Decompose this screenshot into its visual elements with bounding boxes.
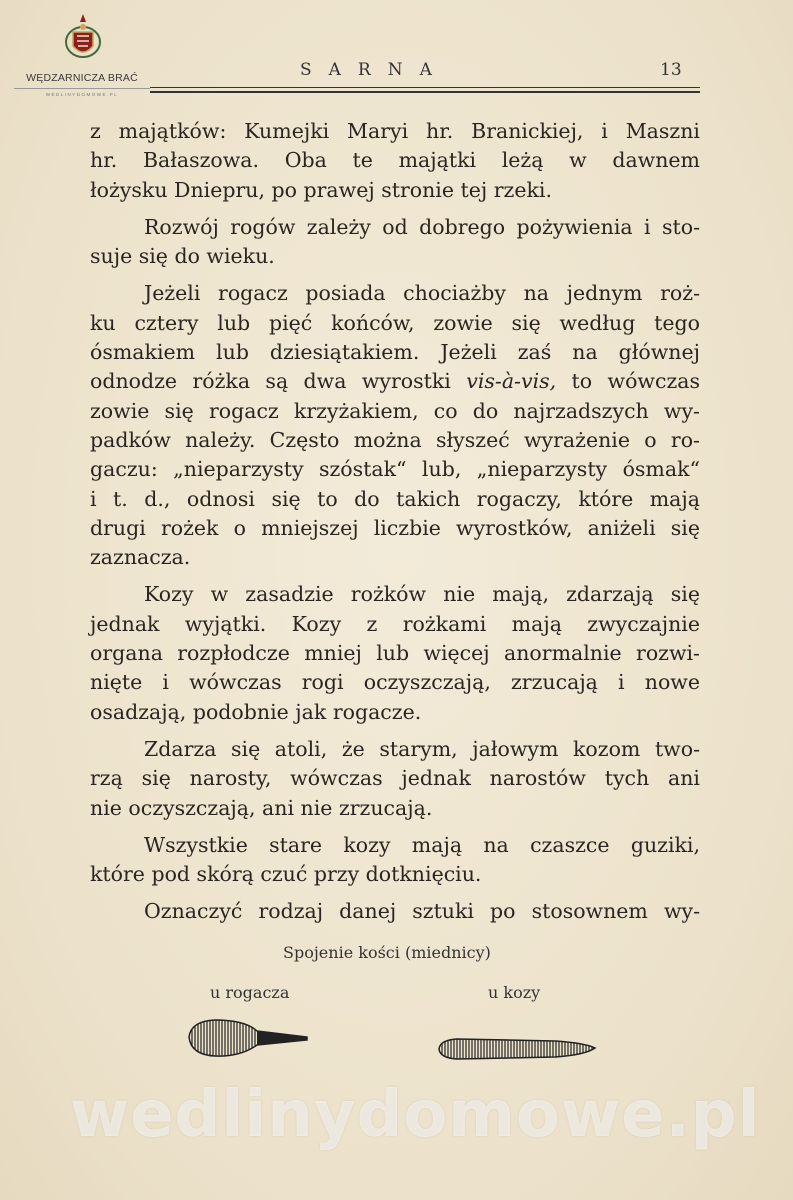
text-line: hr. Bałaszowa. Oba te majątki leżą w dawnem: [90, 148, 700, 173]
text-line: organa rozpłodcze mniej lub więcej anormalnie rozwi-: [90, 641, 700, 666]
paragraph-3: [90, 279, 700, 572]
text-line: ku cztery lub pięć końców, zowie się według tego: [90, 310, 700, 335]
text-line: Oznaczyć rodzaj danej sztuki po stosownem wy-: [144, 899, 700, 924]
header-rule-thin: [150, 87, 700, 88]
text-line: Wszystkie stare kozy mają na czaszce guziki,: [144, 832, 700, 857]
page-number: 13: [660, 60, 682, 80]
text-line: jednak wyjątki. Kozy z rożkami mają zwyczajnie: [90, 611, 700, 636]
watermark: wedlinydomowe.pl: [70, 1078, 761, 1152]
text-line: z majątków: Kumejki Maryi hr. Branickiej, i Maszni: [90, 119, 700, 143]
italic-phrase: vis-à-vis,: [466, 369, 557, 394]
text-line: łożysku Dniepru, po prawej stronie tej rzeki.: [90, 177, 552, 202]
text-line: nięte i wówczas rogi oczyszczają, zrzucają i nowe: [90, 670, 700, 695]
text-line: ósmakiem lub dziesiątakiem. Jeżeli zaś na głównej: [90, 340, 700, 365]
text-line: drugi rożek o mniejszej liczbie wyrostków, aniżeli się: [90, 515, 700, 540]
text-line: Kozy w zasadzie rożków nie mają, zdarzają się: [144, 582, 700, 607]
roebuck-pelvis-bone-illustration: [185, 1015, 310, 1060]
text-line: Zdarza się atoli, że starym, jałowym kozom two-: [144, 736, 700, 761]
text-line: gaczu: „nieparzysty szóstak“ lub, „nieparzysty ósmak“: [90, 457, 700, 482]
text-line-with-italic: [90, 367, 700, 396]
doe-pelvis-bone-illustration: [435, 1033, 597, 1065]
text-line: zaznacza.: [90, 545, 191, 570]
logo-divider: [14, 88, 150, 89]
figure-label-right: u kozy: [488, 983, 541, 1002]
text-segment: odnodze różka są dwa wyrostki: [90, 369, 451, 394]
text-line: i t. d., odnosi się to do takich rogaczy, które mają: [90, 486, 700, 511]
text-line: padków należy. Często można słyszeć wyrażenie o ro-: [90, 427, 700, 452]
header-rule-thick: [150, 91, 700, 93]
site-logo[interactable]: [14, 8, 150, 98]
text-line: nie oczyszczają, ani nie zrzucają.: [90, 795, 433, 820]
text-line: osadzają, podobnie jak rogacze.: [90, 699, 422, 724]
text-line: suje się do wieku.: [90, 244, 275, 269]
running-title: SARNA: [300, 60, 449, 80]
paragraph-5: [90, 735, 700, 823]
figure-label-left: u rogacza: [210, 983, 290, 1002]
paragraph-1: [90, 117, 700, 205]
text-line: Rozwój rogów zależy od dobrego pożywienia i sto-: [144, 214, 700, 239]
coat-of-arms-icon: [62, 12, 104, 64]
logo-title: WĘDZARNICZA BRAĆ: [26, 72, 138, 84]
figure-caption: Spojenie kości (miednicy): [283, 943, 491, 962]
logo-subtitle: WEDLINYDOMOWE.PL: [45, 92, 119, 97]
body-text: [90, 117, 700, 935]
paragraph-7: [90, 897, 700, 926]
paragraph-2: [90, 213, 700, 272]
text-line: zowie się rogacz krzyżakiem, co do najrzadszych wy-: [90, 398, 700, 423]
paragraph-6: [90, 831, 700, 890]
paragraph-4: [90, 580, 700, 726]
text-line: które pod skórą czuć przy dotknięciu.: [90, 862, 482, 887]
text-line: rzą się narosty, wówczas jednak narostów tych ani: [90, 766, 700, 791]
text-line: Jeżeli rogacz posiada chociażby na jednym roż-: [144, 281, 700, 306]
text-segment: to wówczas: [556, 369, 700, 394]
